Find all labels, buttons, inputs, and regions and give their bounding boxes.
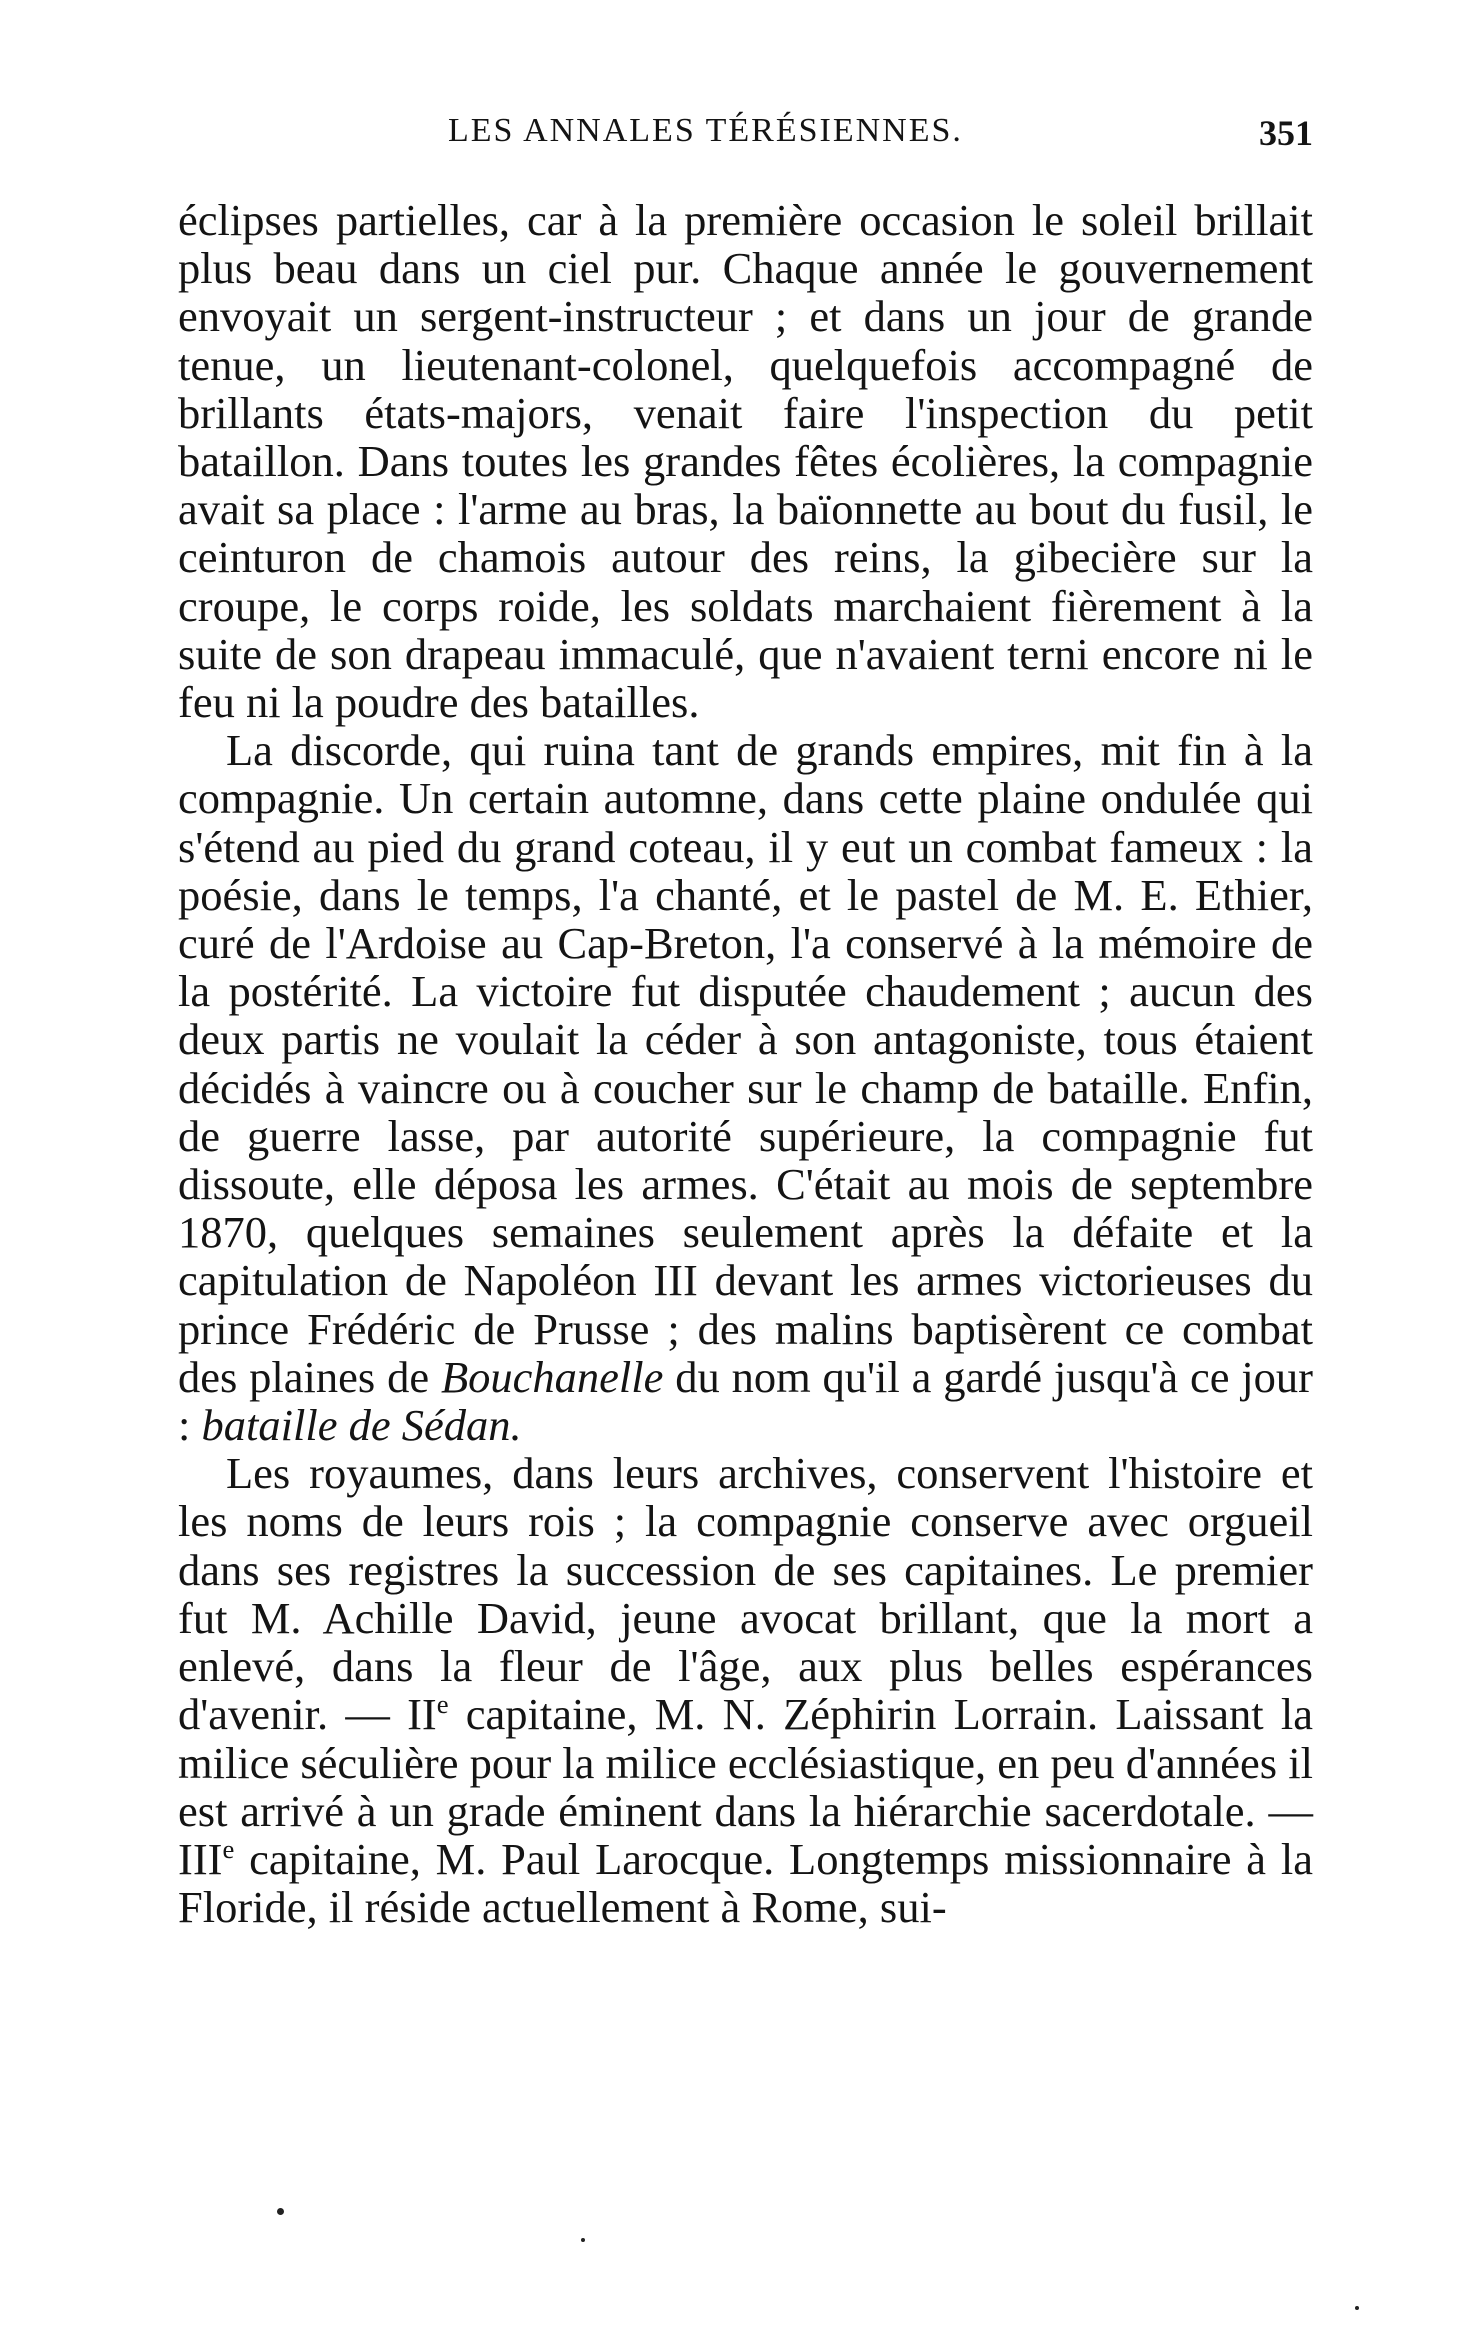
ordinal-superscript: e xyxy=(222,1834,235,1865)
italic-text: Bouchanelle xyxy=(440,1351,664,1402)
paragraph-p1 xyxy=(178,196,1313,726)
text-segment: éclipses partielles, car à la première occasion le soleil brillait plus beau dans un ciel pur. Chaque année le gouvernement envoyait un sergent-instructeur ; et dans un jour de grande tenue, un lieutenant-colonel, quelquefois accompagné de brillants états-majors, venait faire l'inspection du petit bataillon. Dans toutes les grandes fêtes écolières, la compagnie avait sa place : l'arme au bras, la baïonnette au bout du fusil, le ceinturon de chamois autour des reins, la gibecière sur la croupe, le corps roide, les soldats marchaient fièrement à la suite de son drapeau immaculé, que n'avaient terni encore ni le feu ni la poudre des batailles. xyxy=(178,195,1313,728)
text-segment: La discorde, qui ruina tant de grands empires, mit fin à la compagnie. Un certain automne, dans cette plaine ondulée qui s'étend au pied du grand coteau, il y eut un combat fameux : la poésie, dans le temps, l'a chanté, et le pastel de M. E. Ethier, curé de l'Ardoise au Cap-Breton, l'a conservé à la mémoire de la postérité. La victoire fut disputée chaudement ; aucun des deux partis ne voulait la céder à son antagoniste, tous étaient décidés à vaincre ou à coucher sur le champ de bataille. Enfin, de guerre lasse, par autorité supérieure, la compagnie fut dissoute, elle déposa les armes. C'était au mois de septembre 1870, quelques semaines seulement après la défaite et la capitulation de Napoléon III devant les armes victorieuses du prince Frédéric de Prusse ; des malins baptisèrent ce combat des plaines de xyxy=(178,725,1313,1402)
page-header xyxy=(178,112,1313,172)
italic-text: bataille de Sédan. xyxy=(201,1400,522,1451)
body-text xyxy=(178,196,1313,1931)
paragraph-p3 xyxy=(178,1449,1313,1931)
text-segment: capitaine, M. Paul Larocque. Longtemps missionnaire à la Floride, il réside actuellement à Rome, sui- xyxy=(178,1833,1313,1933)
paragraph-p2 xyxy=(178,726,1313,1449)
text-segment: capitaine, M. N. Zéphirin Lorrain. Laissant la milice séculière pour la milice ecclésiastique, en peu d'années il est arrivé à un grade éminent dans la hiérarchie sacerdotale. — III xyxy=(178,1689,1313,1884)
text-segment: du nom qu'il a gardé jusqu'à ce jour : xyxy=(178,1351,1313,1451)
page-number: 351 xyxy=(1259,113,1313,153)
print-speck xyxy=(1355,2306,1359,2310)
ordinal-superscript: e xyxy=(436,1689,449,1720)
running-title: LES ANNALES TÉRÉSIENNES. xyxy=(448,112,963,149)
text-segment: Les royaumes, dans leurs archives, conservent l'histoire et les noms de leurs rois ; la compagnie conserve avec orgueil dans ses registres la succession de ses capitaines. Le premier fut M. Achille David, jeune avocat brillant, que la mort a enlevé, dans la fleur de l'âge, aux plus belles espérances d'avenir. — II xyxy=(178,1448,1313,1740)
print-speck xyxy=(581,2238,585,2242)
print-speck xyxy=(277,2208,284,2215)
